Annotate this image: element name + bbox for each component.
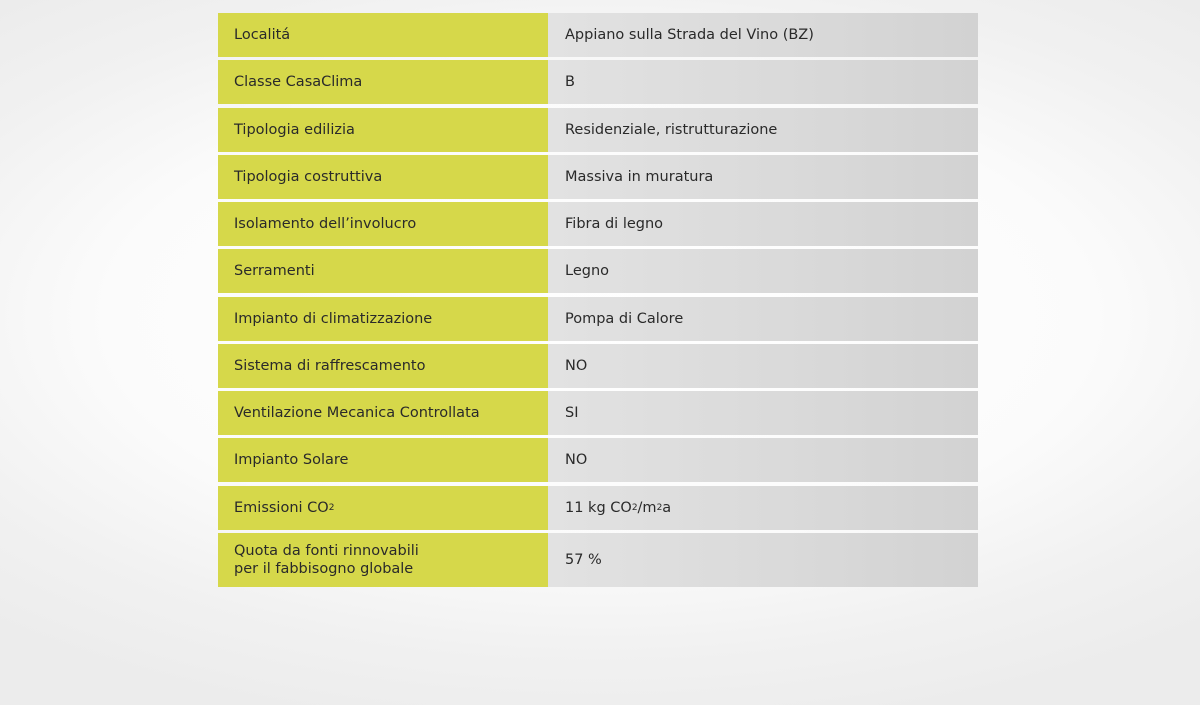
table-row xyxy=(218,249,978,293)
row-value: SI xyxy=(548,391,978,435)
renewable-label-line1: Quota da fonti rinnovabili xyxy=(234,542,419,559)
emissions-label: Emissioni CO 2 xyxy=(218,486,548,530)
table-row xyxy=(218,155,978,199)
row-label: Localitá xyxy=(218,13,548,57)
table-row xyxy=(218,391,978,435)
row-label: Tipologia edilizia xyxy=(218,108,548,152)
renewable-row xyxy=(218,533,978,587)
table-row xyxy=(218,60,978,104)
row-label: Impianto di climatizzazione xyxy=(218,297,548,341)
spec-table xyxy=(218,13,978,587)
row-value: Appiano sulla Strada del Vino (BZ) xyxy=(548,13,978,57)
row-label: Isolamento dell’involucro xyxy=(218,202,548,246)
row-label: Ventilazione Mecanica Controllata xyxy=(218,391,548,435)
emissions-value-prefix: 11 kg CO xyxy=(565,499,632,516)
row-value: B xyxy=(548,60,978,104)
row-label: Tipologia costruttiva xyxy=(218,155,548,199)
row-label: Classe CasaClima xyxy=(218,60,548,104)
row-value: NO xyxy=(548,438,978,482)
table-row xyxy=(218,297,978,341)
row-value: NO xyxy=(548,344,978,388)
table-row xyxy=(218,438,978,482)
renewable-label-line2: per il fabbisogno globale xyxy=(234,560,414,577)
row-label: Sistema di raffrescamento xyxy=(218,344,548,388)
emissions-label-text: Emissioni CO xyxy=(234,499,329,516)
table-row xyxy=(218,344,978,388)
table-row xyxy=(218,108,978,152)
renewable-label xyxy=(218,533,548,587)
row-label: Impianto Solare xyxy=(218,438,548,482)
emissions-value: 11 kg CO 2 /m 2 a xyxy=(548,486,978,530)
row-value: Massiva in muratura xyxy=(548,155,978,199)
row-value: Fibra di legno xyxy=(548,202,978,246)
row-value: Pompa di Calore xyxy=(548,297,978,341)
row-value: Residenziale, ristrutturazione xyxy=(548,108,978,152)
emissions-value-suffix: a xyxy=(662,499,672,516)
renewable-value: 57 % xyxy=(548,533,978,587)
emissions-row xyxy=(218,486,978,530)
emissions-value-unit: /m xyxy=(637,499,657,516)
row-value: Legno xyxy=(548,249,978,293)
row-label: Serramenti xyxy=(218,249,548,293)
table-row xyxy=(218,202,978,246)
table-row xyxy=(218,13,978,57)
